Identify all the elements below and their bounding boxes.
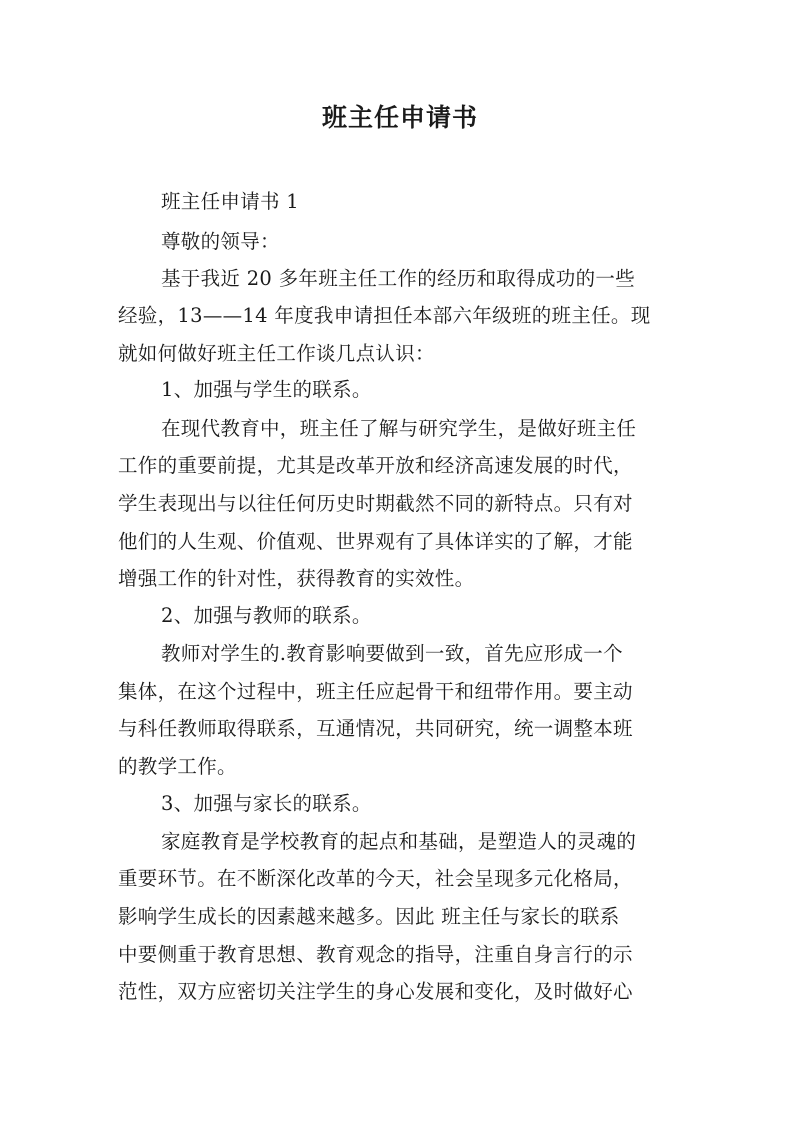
section-heading: 班主任申请书 1	[161, 190, 300, 213]
salutation: 尊敬的领导：	[161, 230, 280, 253]
paragraph-line: 学生表现出与以往任何历史时期截然不同的新特点。只有对	[118, 492, 633, 515]
paragraph-line: 重要环节。在不断深化改革的今天，社会呈现多元化格局，	[118, 867, 633, 890]
document-title: 班主任申请书	[321, 103, 478, 132]
paragraph-line: 范性，双方应密切关注学生的身心发展和变化，及时做好心	[118, 980, 633, 1003]
paragraph-line: 的教学工作。	[118, 755, 237, 778]
paragraph-line: 集体，在这个过程中，班主任应起骨干和纽带作用。要主动	[118, 680, 633, 703]
paragraph-line: 经验，13——14 年度我申请担任本部六年级班的班主任。现	[118, 304, 651, 327]
numbered-heading: 1、加强与学生的联系。	[161, 378, 372, 401]
numbered-heading: 2、加强与教师的联系。	[161, 604, 372, 627]
paragraph-line: 就如何做好班主任工作谈几点认识：	[118, 342, 435, 365]
paragraph-line: 工作的重要前提，尤其是改革开放和经济高速发展的时代，	[118, 454, 633, 477]
paragraph-line: 教师对学生的.教育影响要做到一致，首先应形成一个	[161, 642, 623, 665]
paragraph-line: 基于我近 20 多年班主任工作的经历和取得成功的一些	[161, 267, 636, 290]
paragraph-line: 在现代教育中，班主任了解与研究学生，是做好班主任	[161, 417, 637, 440]
paragraph-line: 中要侧重于教育思想、教育观念的指导，注重自身言行的示	[118, 943, 633, 966]
paragraph-line: 影响学生成长的因素越来越多。因此 班主任与家长的联系	[118, 905, 620, 928]
paragraph-line: 家庭教育是学校教育的起点和基础，是塑造人的灵魂的	[161, 830, 637, 853]
paragraph-line: 增强工作的针对性，获得教育的实效性。	[118, 567, 475, 590]
paragraph-line: 与科任教师取得联系，互通情况，共同研究，统一调整本班	[118, 717, 633, 740]
numbered-heading: 3、加强与家长的联系。	[161, 792, 372, 815]
paragraph-line: 他们的人生观、价值观、世界观有了具体详实的了解，才能	[118, 530, 633, 553]
